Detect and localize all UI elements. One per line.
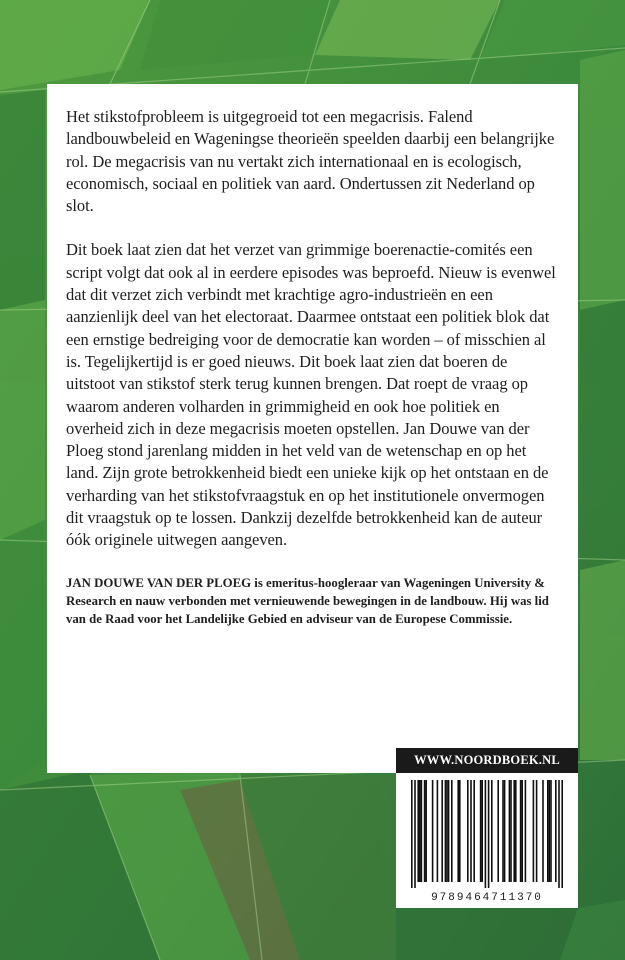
- barcode-bar: [417, 780, 419, 882]
- blurb-paragraph-2: Dit boek laat zien dat het verzet van grimmige boerenactie-comités een script volgt dat ook al in eerdere episodes was beproefd. Nieuw is evenwel dat dit verzet zich verbindt met krachtige agro-industrieën en een aanzienlijk deel van het electoraat. Daarmee ontstaat een politiek blok dat een ernstige bedreiging voor de democratie kan worden – of misschien al is. Tegelijkertijd is er goed nieuws. Dit boek laat zien dat boeren de uitstoot van stikstof sterk terug kunnen brengen. Dat roept de vraag op waarom anderen volharden in grimmigheid en ook hoe politiek en overheid zich in deze megacrisis moeten opstellen. Jan Douwe van der Ploeg stond jarenlang midden in het veld van de wetenschap en op het land. Zijn grote betrokkenheid biedt een unieke kijk op het ontstaan en de verharding van het stikstofvraagstuk en op het institutionele onvermogen dit vraagstuk op te lossen. Dankzij dezelfde betrokkenheid kan de auteur óók originele uitwegen aangeven.: [66, 240, 556, 550]
- barcode-bar: [445, 780, 447, 882]
- barcode-bar: [520, 780, 522, 882]
- barcode-bar: [481, 780, 483, 882]
- barcode-bar: [491, 780, 493, 882]
- barcode-bar: [558, 780, 560, 888]
- barcode-bar: [457, 780, 459, 882]
- barcode-bar: [549, 780, 551, 882]
- barcode-bar: [480, 780, 482, 882]
- barcode-bar: [509, 780, 511, 882]
- barcode-bar: [561, 780, 563, 888]
- barcode-bar: [504, 780, 506, 882]
- barcode-bar: [542, 780, 544, 882]
- barcode-bar: [473, 780, 475, 882]
- isbn-barcode: [396, 748, 578, 908]
- barcode-bar: [441, 780, 443, 882]
- barcode-bar: [515, 780, 517, 882]
- barcode-bar: [536, 780, 538, 882]
- barcode-bar: [497, 780, 499, 882]
- barcode-bar: [547, 780, 549, 882]
- barcode-bar: [411, 780, 413, 888]
- isbn-number: 9789464711370: [431, 892, 543, 904]
- barcode-bar: [467, 780, 469, 882]
- barcode-bar: [502, 780, 504, 882]
- back-cover-text-panel: [47, 84, 578, 773]
- barcode-bar: [550, 780, 552, 882]
- barcode-bar: [555, 780, 557, 882]
- barcode-bar: [419, 780, 421, 882]
- blurb-paragraph-1: Het stikstofprobleem is uitgegroeid tot een megacrisis. Falend landbouwbeleid en Wageningse theorieën speelden daarbij een belangrijke rol. De megacrisis van nu vertakt zich internationaal en is ecologisch, economisch, sociaal en politiek van aard. Ondertussen zit Nederland op slot.: [66, 107, 555, 216]
- publisher-website: WWW.NOORDBOEK.NL: [396, 748, 578, 773]
- barcode-bar: [470, 780, 472, 882]
- barcode-bar: [513, 780, 515, 882]
- barcode-bar: [424, 780, 426, 882]
- barcode-bar: [521, 780, 523, 882]
- barcode-bar: [421, 780, 423, 882]
- barcode-bar: [425, 780, 427, 882]
- barcode-bar: [525, 780, 527, 882]
- author-bio: JAN DOUWE VAN DER PLOEG is emeritus-hoogleraar van Wageningen University & Research en nauw verbonden met vernieuwende bewegingen in de landbouw. Hij was lid van de Raad voor het Landelijke Gebied en adviseur van de Europese Commissie.: [66, 575, 549, 627]
- barcode-bar: [510, 780, 512, 882]
- barcode-bar: [459, 780, 461, 882]
- barcode-bar: [488, 780, 490, 888]
- barcode-bar: [414, 780, 416, 888]
- barcode-bar: [432, 780, 434, 882]
- barcode-bar: [437, 780, 439, 882]
- barcode-bar: [533, 780, 535, 882]
- barcode-bar: [451, 780, 453, 882]
- barcode-block: [396, 748, 578, 908]
- barcode-bar: [485, 780, 487, 888]
- barcode-bar: [446, 780, 448, 882]
- barcode-bar: [448, 780, 450, 882]
